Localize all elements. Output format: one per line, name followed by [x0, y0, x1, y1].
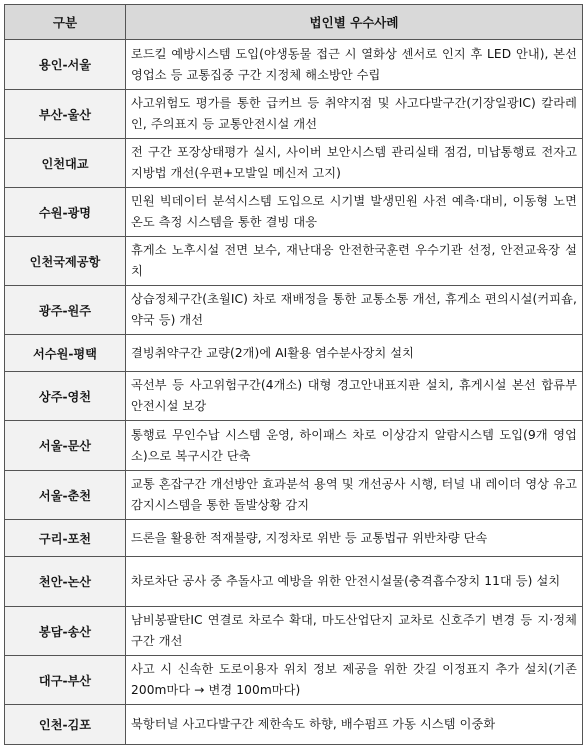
description-cell: 북항터널 사고다발구간 제한속도 하향, 배수펌프 가동 시스템 이중화: [126, 705, 583, 745]
description-cell: 상습정체구간(초월IC) 차로 재배정을 통한 교통소통 개선, 휴게소 편의시설(커피숍, 약국 등) 개선: [126, 286, 583, 335]
table-row: [5, 188, 583, 237]
table-row: [5, 90, 583, 139]
region-cell: 상주-영천: [5, 372, 126, 421]
region-cell: 천안-논산: [5, 557, 126, 607]
table-row: [5, 40, 583, 90]
best-practices-table: [4, 4, 583, 745]
region-cell: 인천-김포: [5, 705, 126, 745]
table-row: [5, 372, 583, 421]
table-row: [5, 471, 583, 520]
region-cell: 수원-광명: [5, 188, 126, 237]
region-cell: 구리-포천: [5, 520, 126, 557]
table-header-row: [5, 5, 583, 40]
table-row: [5, 557, 583, 607]
table-row: [5, 237, 583, 286]
table-row: [5, 656, 583, 705]
description-cell: 사고위험도 평가를 통한 급커브 등 취약지점 및 사고다발구간(기장일광IC) 칼라레인, 주의표지 등 교통안전시설 개선: [126, 90, 583, 139]
region-cell: 서수원-평택: [5, 335, 126, 372]
region-cell: 인천대교: [5, 139, 126, 188]
table-row: [5, 705, 583, 745]
description-cell: 남비봉팔탄IC 연결로 차로수 확대, 마도산업단지 교차로 신호주기 변경 등 지·정체구간 개선: [126, 607, 583, 656]
description-cell: 사고 시 신속한 도로이용자 위치 정보 제공을 위한 갓길 이정표지 추가 설치(기존 200m마다 → 변경 100m마다): [126, 656, 583, 705]
region-cell: 용인-서울: [5, 40, 126, 90]
region-cell: 서울-춘천: [5, 471, 126, 520]
region-cell: 부산-울산: [5, 90, 126, 139]
description-cell: 로드킬 예방시스템 도입(야생동물 접근 시 열화상 센서로 인지 후 LED 안내), 본선 영업소 등 교통집중 구간 지정체 해소방안 수립: [126, 40, 583, 90]
description-cell: 차로차단 공사 중 추돌사고 예방을 위한 안전시설물(충격흡수장치 11대 등) 설치: [126, 557, 583, 607]
region-cell: 대구-부산: [5, 656, 126, 705]
description-cell: 민원 빅데이터 분석시스템 도입으로 시기별 발생민원 사전 예측·대비, 이동형 노면온도 측정 시스템을 통한 결빙 대응: [126, 188, 583, 237]
description-cell: 교통 혼잡구간 개선방안 효과분석 용역 및 개선공사 시행, 터널 내 레이더 영상 유고감지시스템을 통한 돌발상황 감지: [126, 471, 583, 520]
header-best-practices: 법인별 우수사례: [126, 5, 583, 40]
description-cell: 곡선부 등 사고위험구간(4개소) 대형 경고안내표지판 설치, 휴게시설 본선 합류부 안전시설 보강: [126, 372, 583, 421]
table-row: [5, 421, 583, 471]
table-row: [5, 335, 583, 372]
header-category: 구분: [5, 5, 126, 40]
region-cell: 인천국제공항: [5, 237, 126, 286]
description-cell: 드론을 활용한 적재불량, 지정차로 위반 등 교통법규 위반차량 단속: [126, 520, 583, 557]
region-cell: 서울-문산: [5, 421, 126, 471]
table-row: [5, 607, 583, 656]
region-cell: 봉담-송산: [5, 607, 126, 656]
description-cell: 결빙취약구간 교량(2개)에 AI활용 염수분사장치 설치: [126, 335, 583, 372]
table-row: [5, 520, 583, 557]
table-row: [5, 139, 583, 188]
description-cell: 휴게소 노후시설 전면 보수, 재난대응 안전한국훈련 우수기관 선정, 안전교육장 설치: [126, 237, 583, 286]
region-cell: 광주-원주: [5, 286, 126, 335]
description-cell: 전 구간 포장상태평가 실시, 사이버 보안시스템 관리실태 점검, 미납통행료 전자고지방법 개선(우편+모발일 메신저 고지): [126, 139, 583, 188]
table-row: [5, 286, 583, 335]
description-cell: 통행료 무인수납 시스템 운영, 하이패스 차로 이상감지 알람시스템 도입(9개 영업소)으로 복구시간 단축: [126, 421, 583, 471]
